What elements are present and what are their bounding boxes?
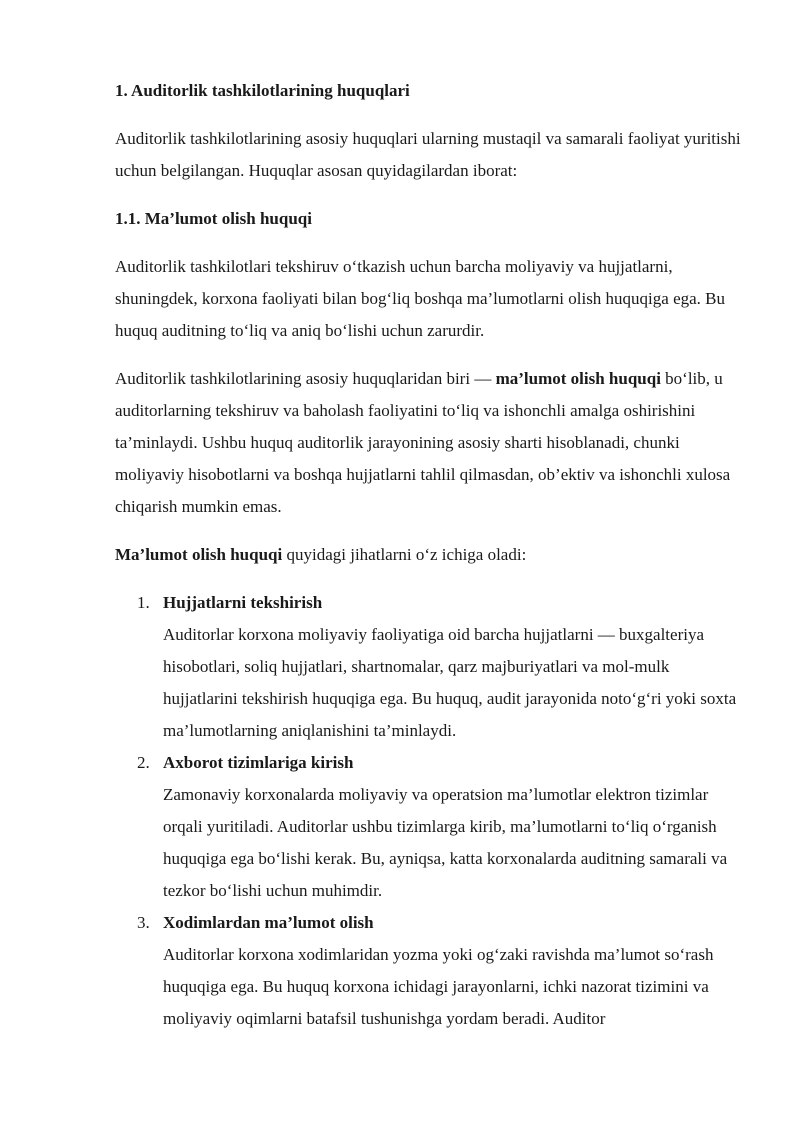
list-item: [115, 587, 742, 747]
paragraph-key-right: [115, 363, 742, 523]
text-run: Auditorlik tashkilotlarining asosiy huquqlaridan biri —: [115, 369, 496, 388]
list-item-text: Auditorlar korxona moliyaviy faoliyatiga oid barcha hujjatlarni — buxgalteriya hisobotlari, soliq hujjatlari, shartnomalar, qarz majburiyatlari va mol-mulk hujjatlarini tekshirish huquqiga ega. Bu huquq, audit jarayonida noto‘g‘ri yoki soxta ma’lumotlarning aniqlanishini ta’minlaydi.: [163, 625, 737, 740]
list-number: 1.: [137, 593, 150, 612]
list-item: [115, 907, 742, 1035]
paragraph-access-rights: Auditorlik tashkilotlari tekshiruv o‘tkazish uchun barcha moliyaviy va hujjatlarni, shuningdek, korxona faoliyati bilan bog‘liq boshqa ma’lumotlarni olish huquqiga ega. Bu huquq auditning to‘liq va aniq bo‘lishi uchun zarurdir.: [115, 257, 726, 340]
list-item-text: Auditorlar korxona xodimlaridan yozma yoki og‘zaki ravishda ma’lumot so‘rash huquqiga ega. Bu huquq korxona ichidagi jarayonlarni, ichki nazorat tizimini va moliyaviy oqimlarni batafsil tushunishga yordam beradi. Auditor: [163, 945, 714, 1028]
bold-term: ma’lumot olish huquqi: [495, 369, 661, 388]
section-heading: 1. Auditorlik tashkilotlarining huquqlari: [115, 81, 410, 100]
list-item-title: Xodimlardan ma’lumot olish: [163, 913, 374, 932]
list-item-title: Axborot tizimlariga kirish: [163, 753, 354, 772]
list-number: 2.: [137, 753, 150, 772]
text-run: quyidagi jihatlarni o‘z ichiga oladi:: [282, 545, 527, 564]
list-item-text: Zamonaviy korxonalarda moliyaviy va operatsion ma’lumotlar elektron tizimlar orqali yuritiladi. Auditorlar ushbu tizimlarga kirib, ma’lumotlarni to‘liq o‘rganish huquqiga ega bo‘lishi kerak. Bu, ayniqsa, katta korxonalarda auditning samarali va tezkor bo‘lishi uchun muhimdir.: [163, 785, 728, 900]
intro-paragraph: Auditorlik tashkilotlarining asosiy huquqlari ularning mustaqil va samarali faoliyat yuritishi uchun belgilangan. Huquqlar asosan quyidagilardan iborat:: [115, 129, 741, 180]
numbered-list: [115, 587, 742, 1035]
subsection-heading: 1.1. Ma’lumot olish huquqi: [115, 209, 312, 228]
list-item-title: Hujjatlarni tekshirish: [163, 593, 323, 612]
text-run: bo‘lib, u auditorlarning tekshiruv va baholash faoliyatini to‘liq va ishonchli amalga oshirishini ta’minlaydi. Ushbu huquq auditorlik jarayonining asosiy sharti hisoblanadi, chunki moliyaviy hisobotlarni va boshqa hujjatlarni tahlil qilmasdan, ob’ektiv va ishonchli xulosa chiqarish mumkin emas.: [115, 369, 731, 516]
list-number: 3.: [137, 913, 150, 932]
list-item: [115, 747, 742, 907]
bold-term: Ma’lumot olish huquqi: [115, 545, 283, 564]
paragraph-list-intro: [115, 539, 742, 571]
